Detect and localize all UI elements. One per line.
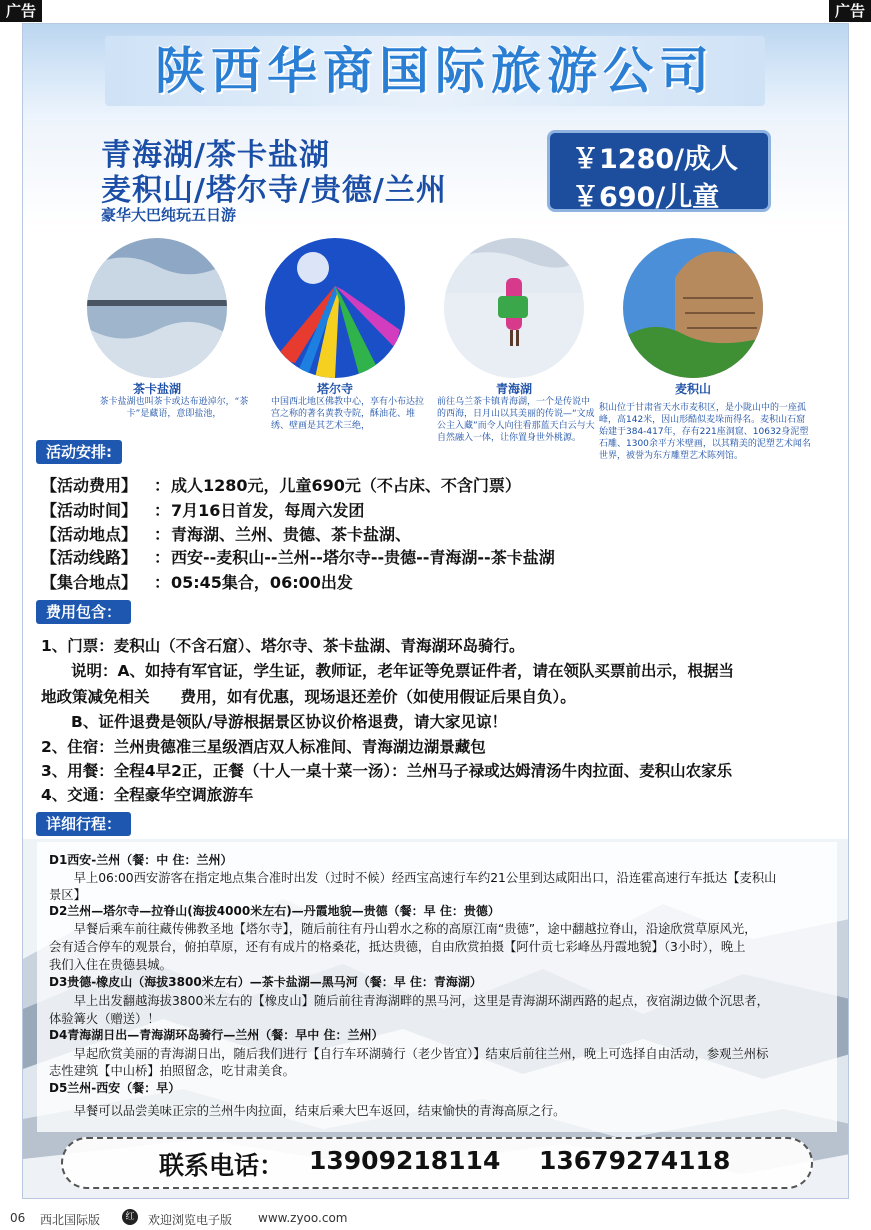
- day-2-title: D2兰州—塔尔寺—拉脊山(海拔4000米左右)—丹霞地貌—贵德（餐：早 住：贵德）: [49, 904, 500, 918]
- attraction-title: 茶卡盐湖: [132, 382, 181, 396]
- maiji-mountain-photo: [623, 238, 763, 378]
- advertisement-page: [22, 23, 849, 1199]
- day-1-line: 早上06:00西安游客在指定地点集合准时出发（过时不候）经西宝高速行车约21公里到达咸阳出口，沿连霍高速行车抵达【麦积山: [49, 871, 777, 885]
- fee-note-a1: 说明：A、如持有军官证，学生证，教师证，老年证等免票证件者，请在领队买票前出示，根据当: [71, 662, 734, 680]
- day-2-line: 早餐后乘车前往藏传佛教圣地【塔尔寺】，随后前往有丹山碧水之称的高原江南“贵德”，途中翻越拉脊山，沿途欣赏草原风光，: [49, 922, 757, 936]
- page-number: 06: [10, 1211, 26, 1225]
- company-name: 陕西华商国际旅游公司: [105, 36, 765, 106]
- attraction-title: 青海湖: [495, 382, 532, 396]
- chaka-salt-lake-photo: [87, 238, 227, 378]
- route-line-2: 麦积山/塔尔寺/贵德/兰州: [101, 173, 447, 208]
- activity-row: 【活动费用】 ：成人1280元，儿童690元（不占床、不含门票）: [41, 473, 521, 496]
- fee-transport: 4、交通：全程豪华空调旅游车: [41, 786, 254, 804]
- attraction-title: 麦积山: [674, 382, 711, 396]
- activity-label: 【活动线路】: [41, 548, 138, 567]
- contact-label: 联系电话：: [159, 1151, 285, 1180]
- activity-value: 青海湖、兰州、贵德、茶卡盐湖、: [171, 525, 412, 544]
- activity-label: 【集合地点】: [41, 573, 138, 592]
- day-3-line: 早上出发翻越海拔3800米左右的【橡皮山】随后前往青海湖畔的黑马河，这里是青海湖环湖西路的起点，夜宿湖边做个沉思者，: [49, 994, 769, 1008]
- fee-ticket: 1、门票：麦积山（不含石窟）、塔尔寺、茶卡盐湖、青海湖环岛骑行。: [41, 637, 525, 655]
- fee-meals: 3、用餐：全程4早2正，正餐（十人一桌十菜一汤）：兰州马子禄或达姆清汤牛肉拉面、麦积山农家乐: [41, 762, 733, 780]
- activity-value: 西安--麦积山--兰州--塔尔寺--贵德--青海湖--茶卡盐湖: [171, 548, 555, 567]
- ad-label-left: 广告: [0, 0, 42, 22]
- footer-welcome: 欢迎浏览电子版: [148, 1213, 233, 1227]
- activity-section-heading: 活动安排:: [36, 440, 122, 464]
- fee-note-b: B、证件退费是领队/导游根据景区协议价格退费，请大家见谅！: [71, 713, 507, 731]
- adult-price: ￥1280/成人: [572, 144, 739, 175]
- activity-label: 【活动时间】: [41, 501, 138, 520]
- activity-label: 【活动费用】: [41, 476, 138, 495]
- child-price: ￥690/儿童: [572, 182, 720, 213]
- itinerary-section-heading: 详细行程：: [36, 812, 131, 836]
- day-4-line: 志性建筑【中山桥】拍照留念，吃甘肃美食。: [49, 1064, 295, 1078]
- activity-value: 成人1280元，儿童690元（不占床、不含门票）: [171, 476, 521, 495]
- attraction-description: 积山位于甘肃省天水市麦积区，是小陇山中的一座孤峰，高142米，因山形酷似麦垛而得名。麦积山石窟始建于384-417年，存有221座洞窟、10632身泥塑石雕、1300余平方米壁画，以其精美的泥塑艺术闻名世界，被誉为东方雕塑艺术陈列馆。: [599, 403, 811, 461]
- publication-logo: 红: [122, 1209, 138, 1225]
- day-5-title: D5兰州-西安（餐：早）: [49, 1081, 181, 1095]
- phone-number-1[interactable]: 13909218114: [309, 1146, 501, 1175]
- activity-label: 【活动地点】: [41, 525, 138, 544]
- route-subtitle: 豪华大巴纯玩五日游: [101, 206, 237, 224]
- route-line-1: 青海湖/茶卡盐湖: [101, 138, 330, 173]
- day-3-line: 体验篝火（赠送）！: [49, 1012, 160, 1026]
- activity-value: 7月16日首发，每周六发团: [171, 501, 365, 520]
- activity-value: 05:45集合，06:00出发: [171, 573, 353, 592]
- ad-label-right: 广告: [829, 0, 871, 22]
- day-4-title: D4青海湖日出—青海湖环岛骑行—兰州（餐：早中 住：兰州）: [49, 1028, 384, 1042]
- taer-temple-photo: [265, 238, 405, 378]
- attraction-description: 茶卡盐湖也叫茶卡或达布逊淖尔，“茶卡”是藏语，意即盐池，: [99, 397, 249, 419]
- day-1-title: D1西安-兰州（餐：中 住：兰州）: [49, 853, 233, 867]
- day-1-line: 景区】: [49, 888, 86, 902]
- edition-name: 西北国际版: [40, 1213, 101, 1227]
- fee-note-a2: 地政策减免相关 费用，如有优惠，现场退还差价（如使用假证后果自负）。: [41, 688, 576, 706]
- day-3-title: D3贵德-橡皮山（海拔3800米左右）—茶卡盐湖—黑马河（餐：早 住：青海湖）: [49, 975, 482, 989]
- attraction-description: 中国西北地区佛教中心，享有小布达拉宫之称的著名黄教寺院，酥油花、堆绣、壁画是其艺术三绝，: [271, 397, 425, 431]
- activity-row: 【活动时间】 ：7月16日首发，每周六发团: [41, 498, 364, 521]
- day-5-line: 早餐可以品尝美味正宗的兰州牛肉拉面，结束后乘大巴车返回，结束愉快的青海高原之行。: [49, 1104, 566, 1118]
- activity-row: 【活动线路】 ：西安--麦积山--兰州--塔尔寺--贵德--青海湖--茶卡盐湖: [41, 545, 555, 568]
- fee-lodging: 2、住宿：兰州贵德准三星级酒店双人标准间、青海湖边湖景藏包: [41, 738, 486, 756]
- header-banner: [23, 24, 849, 120]
- activity-row: 【活动地点】 ：青海湖、兰州、贵德、茶卡盐湖、: [41, 522, 411, 545]
- fees-section-heading: 费用包含：: [36, 600, 131, 624]
- day-4-line: 早起欣赏美丽的青海湖日出，随后我们进行【自行车环湖骑行（老少皆宜）】结束后前往兰州，晚上可选择自由活动，参观兰州标: [49, 1047, 769, 1061]
- qinghai-lake-photo: [444, 238, 584, 378]
- attraction-title: 塔尔寺: [316, 382, 353, 396]
- footer-url[interactable]: www.zyoo.com: [258, 1211, 348, 1225]
- activity-row: 【集合地点】 ：05:45集合，06:00出发: [41, 570, 353, 593]
- day-2-line: 我们入住在贵德县城。: [49, 958, 172, 972]
- price-box: [547, 130, 771, 212]
- day-2-line: 会有适合停车的观景台，俯拍草原，还有有成片的格桑花，抵达贵德，自由欣赏拍摄【阿什贡七彩峰丛丹霞地貌】（3小时），晚上: [49, 940, 746, 954]
- footer: [0, 1204, 871, 1230]
- attraction-description: 前往乌兰茶卡镇青海湖，一个是传说中的西海，日月山以其美丽的传说—“文成公主入藏”而令人向往看那蓝天白云与大自然融入一体，让你置身世外桃源。: [437, 397, 595, 443]
- phone-number-2[interactable]: 13679274118: [539, 1146, 731, 1175]
- contact-box: [61, 1137, 813, 1189]
